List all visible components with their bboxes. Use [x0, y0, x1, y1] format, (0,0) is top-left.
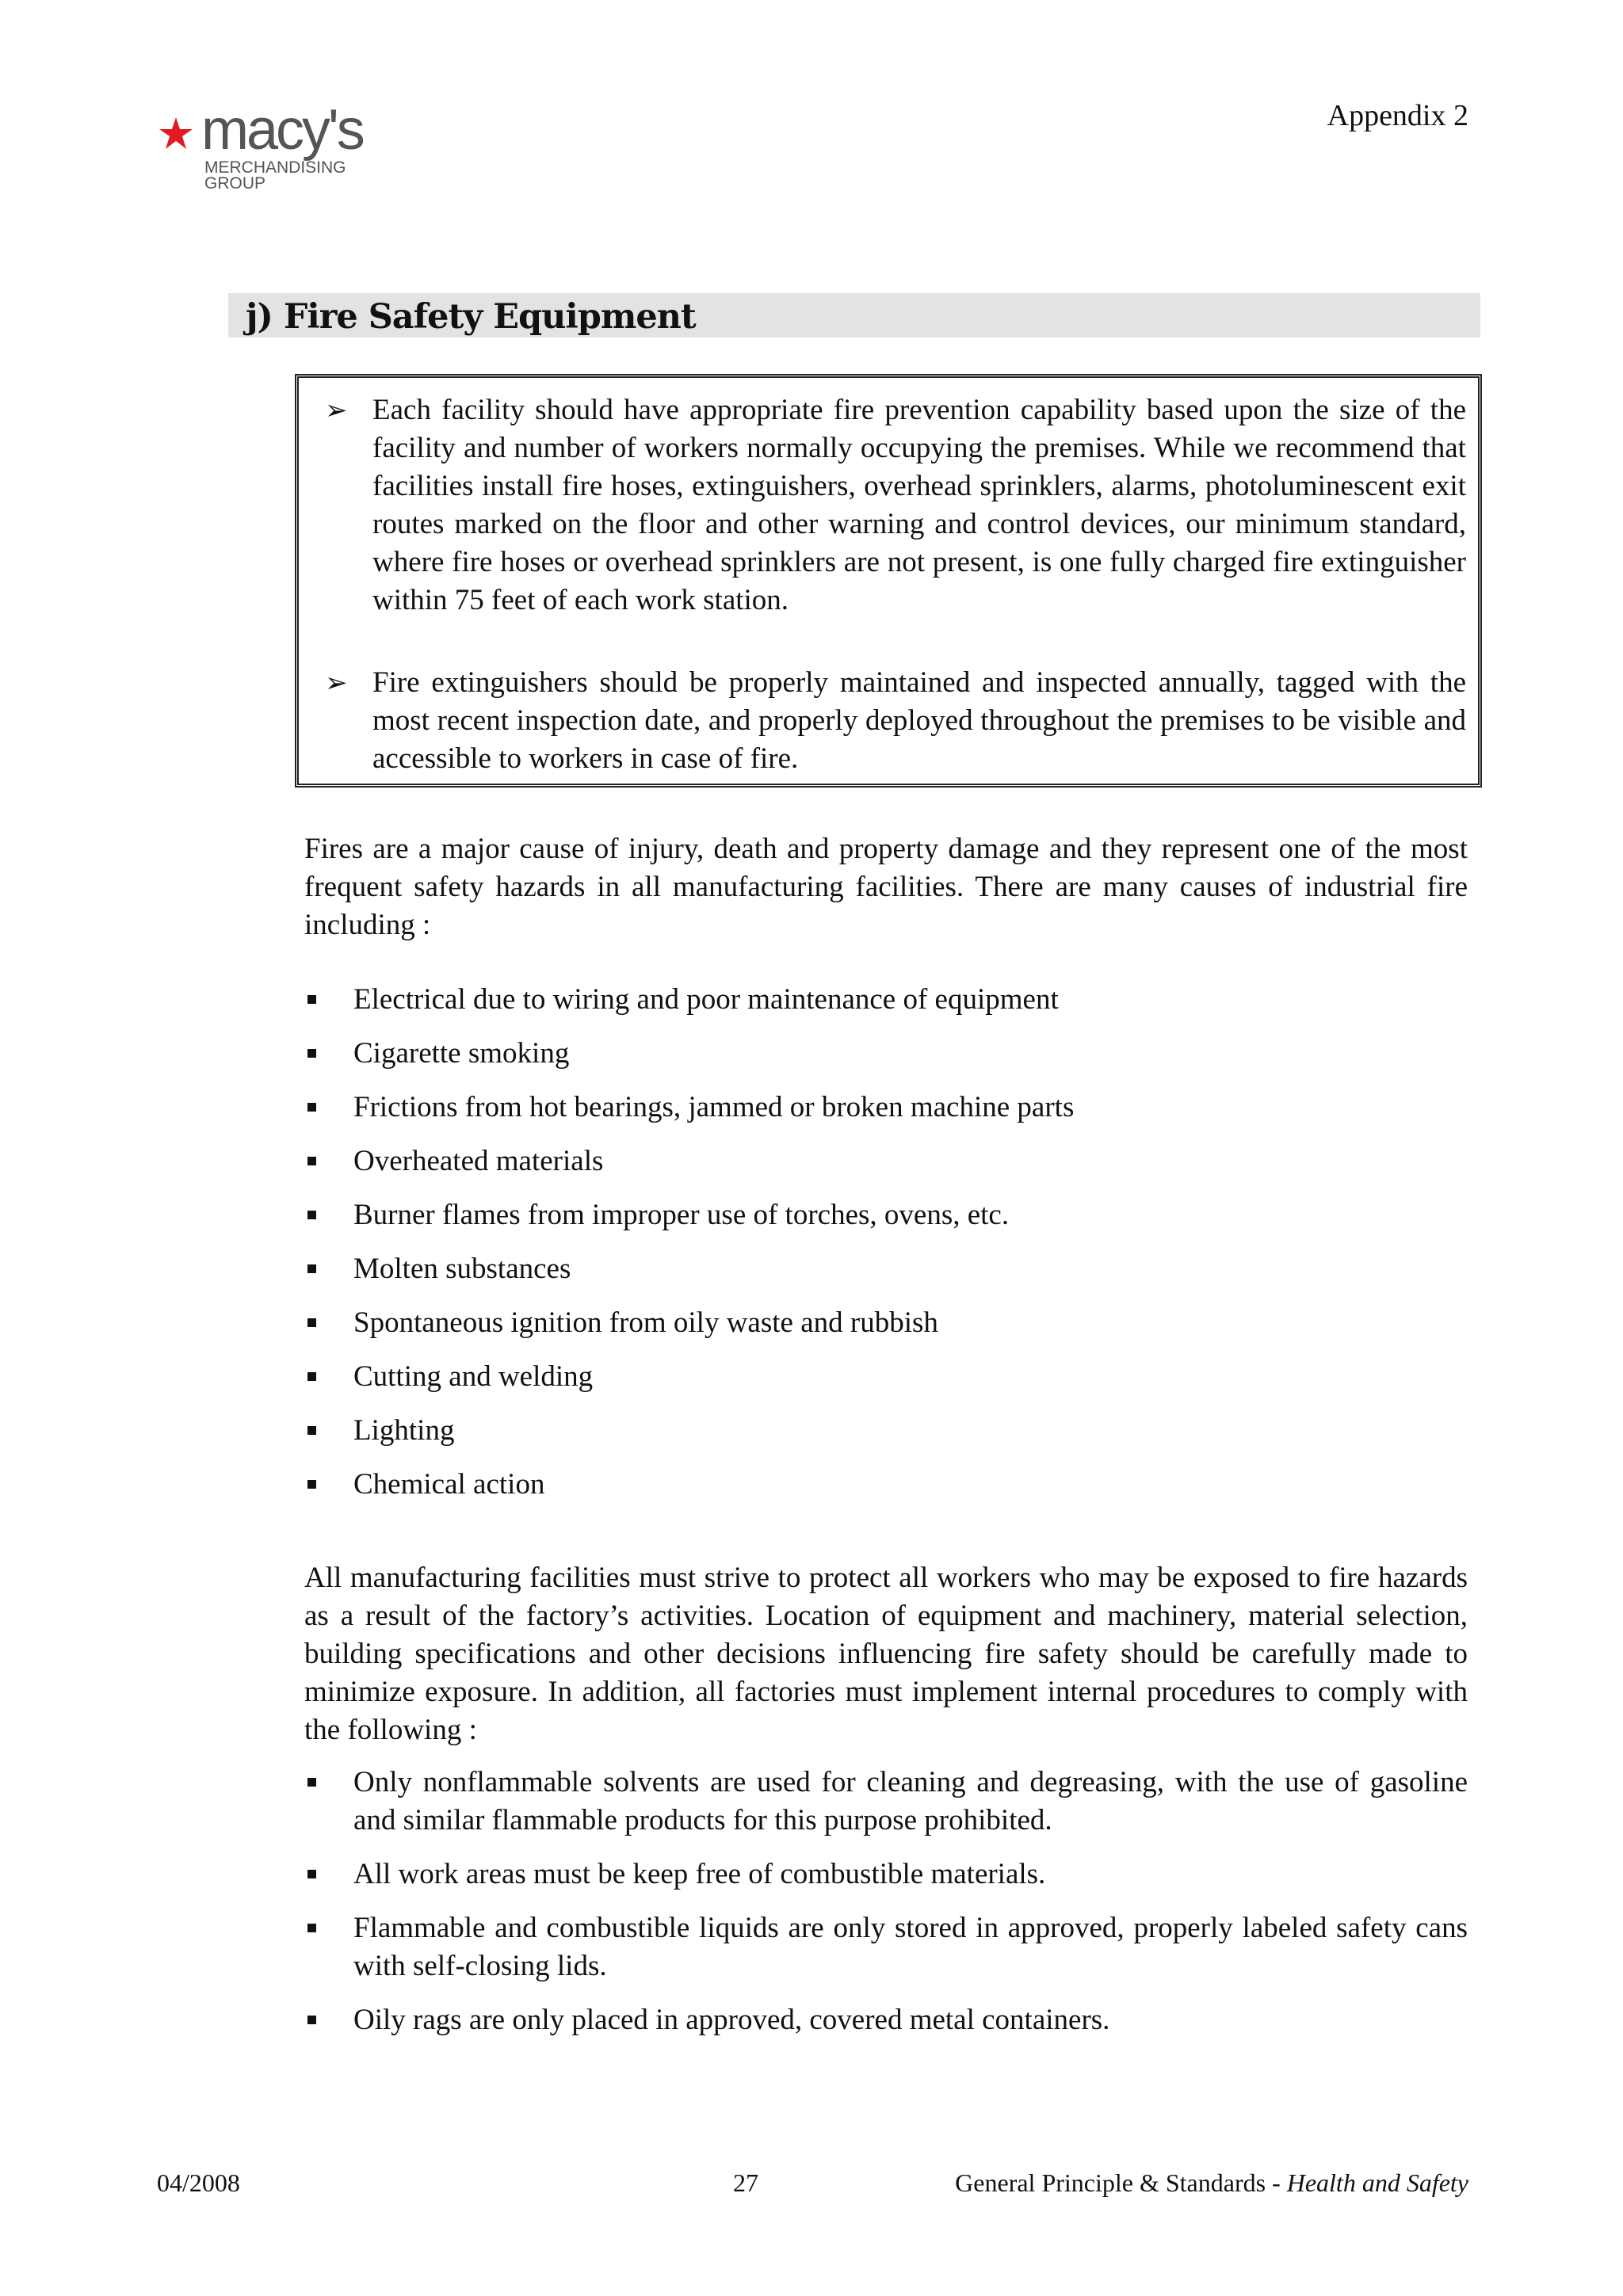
list-item: [304, 1358, 1468, 1396]
list-item-text: Electrical due to wiring and poor maintenance of equipment: [353, 983, 1059, 1016]
list-item-text: Overheated materials: [353, 1145, 604, 1177]
arrow-bullet-icon: ➢: [325, 667, 348, 699]
list-item-text: Spontaneous ignition from oily waste and rubbish: [353, 1306, 938, 1339]
footer-date: 04/2008: [157, 2168, 240, 2197]
list-item-text: Oily rags are only placed in approved, covered metal containers.: [353, 2004, 1110, 2036]
square-bullet-icon: [307, 1264, 316, 1273]
star-icon: [159, 117, 193, 149]
square-bullet-icon: [307, 1103, 316, 1112]
list-item: [304, 1250, 1468, 1288]
list-item-text: Burner flames from improper use of torches, ovens, etc.: [353, 1199, 1010, 1231]
list-item: [304, 981, 1468, 1019]
callout-item-text: Fire extinguishers should be properly maintained and inspected annually, tagged with the most recent inspection date, and properly deployed throughout the premises to be visible and accessible to workers in case of fire.: [372, 666, 1466, 775]
list-item-text: Chemical action: [353, 1468, 545, 1501]
footer-document-title: [955, 2168, 1468, 2198]
footer-title-italic: Health and Safety: [1286, 2168, 1468, 2197]
list-item-text: Lighting: [353, 1414, 455, 1447]
callout-item-text: Each facility should have appropriate fire prevention capability based upon the size of the facility and number of workers normally occupying the premises. While we recommend that facilities install fire hoses, extinguishers, overhead sprinklers, alarms, photoluminescent exit routes marked on the floor and other warning and control devices, our minimum standard, where fire hoses or overhead sprinklers are not present, is one fully charged fire extinguisher within 75 feet of each work station.: [372, 394, 1466, 616]
callout-item: [325, 391, 1466, 620]
list-item-text: Only nonflammable solvents are used for cleaning and degreasing, with the use of gasoline and similar flammable products for this purpose prohibited.: [353, 1766, 1468, 1836]
list-item: [304, 1035, 1468, 1073]
arrow-bullet-icon: ➢: [325, 395, 348, 426]
square-bullet-icon: [307, 1372, 316, 1381]
logo-subtext-1: MERCHANDISING: [204, 158, 346, 177]
appendix-label: Appendix 2: [1327, 99, 1468, 132]
square-bullet-icon: [307, 1157, 316, 1165]
footer-page-number: 27: [733, 2168, 758, 2197]
list-item: [304, 1304, 1468, 1342]
list-item-text: Cigarette smoking: [353, 1037, 570, 1070]
list-item: [304, 1196, 1468, 1234]
square-bullet-icon: [307, 1870, 316, 1878]
square-bullet-icon: [307, 1318, 316, 1327]
second-paragraph: All manufacturing facilities must strive to protect all workers who may be exposed to fire hazards as a result of the factory’s activities. Location of equipment and machinery, material selection, building specifications and other decisions influencing fire safety should be carefully made to minimize exposure. In addition, all factories must implement internal procedures to comply with the following :: [304, 1562, 1468, 1746]
square-bullet-icon: [307, 1426, 316, 1435]
list-item-text: Flammable and combustible liquids are only stored in approved, properly labeled safety cans with self-closing lids.: [353, 1912, 1468, 1982]
list-item: [304, 1089, 1468, 1127]
list-item: [304, 2001, 1468, 2039]
logo-wordmark: macy's: [201, 100, 363, 162]
list-item: [304, 1855, 1468, 1894]
callout-item: [325, 664, 1466, 778]
square-bullet-icon: [307, 995, 316, 1004]
intro-paragraph: Fires are a major cause of injury, death and property damage and they represent one of the most frequent safety hazards in all manufacturing facilities. There are many causes of industrial fire including :: [304, 833, 1468, 941]
list-item: [304, 1909, 1468, 1985]
square-bullet-icon: [307, 2016, 316, 2024]
footer-title-plain: General Principle & Standards -: [955, 2168, 1287, 2197]
list-item-text: Cutting and welding: [353, 1360, 594, 1393]
square-bullet-icon: [307, 1924, 316, 1932]
logo-graphic: [155, 100, 417, 195]
list-item-text: Frictions from hot bearings, jammed or broken machine parts: [353, 1091, 1075, 1123]
list-item: [304, 1412, 1468, 1450]
square-bullet-icon: [307, 1211, 316, 1219]
list-item: [304, 1466, 1468, 1504]
section-title: j) Fire Safety Equipment: [246, 297, 696, 337]
logo-subtext-2: GROUP: [204, 174, 266, 193]
list-item-text: All work areas must be keep free of combustible materials.: [353, 1858, 1046, 1890]
list-item: [304, 1142, 1468, 1180]
square-bullet-icon: [307, 1480, 316, 1489]
list-item: [304, 1764, 1468, 1840]
square-bullet-icon: [307, 1049, 316, 1058]
square-bullet-icon: [307, 1778, 316, 1787]
list-item-text: Molten substances: [353, 1253, 571, 1285]
macys-logo: [155, 100, 417, 195]
